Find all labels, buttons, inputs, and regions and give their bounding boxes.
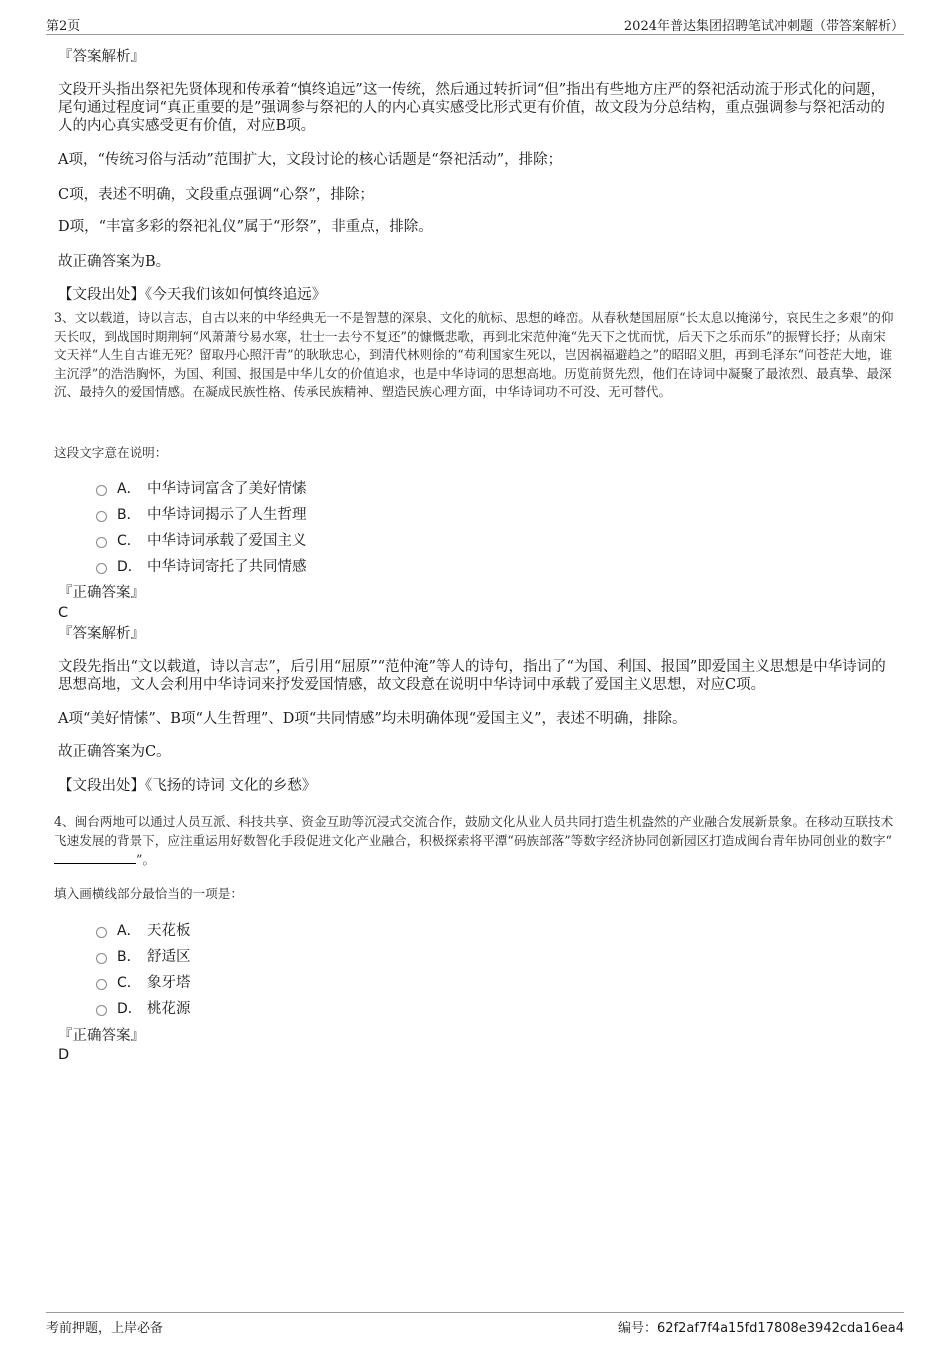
radio-icon[interactable] (96, 537, 107, 548)
radio-icon[interactable] (96, 927, 107, 938)
q3-analysis-text: 文段先指出“文以载道，诗以言志”，后引用“屈原”“范仲淹”等人的诗句，指出了“为国、利国、报国”即爱国主义思想是中华诗词的思想高地，文人会利用中华诗词来抒发爱国情感，故文段意在说明中华诗词中承载了爱国主义思想，对应C项。 (58, 659, 886, 693)
q2-source: 【文段出处】《今天我们该如何慎终追远》 (58, 287, 327, 303)
document-title: 2024年普达集团招聘笔试冲刺题（带答案解析） (623, 19, 904, 34)
q3-analysis-label: 『答案解析』 (58, 626, 145, 642)
q3-source: 【文段出处】《飞扬的诗词 文化的乡愁》 (58, 778, 317, 794)
page-number: 第2页 (46, 19, 81, 34)
q4-answer-label: 『正确答案』 (58, 1028, 145, 1044)
radio-icon[interactable] (96, 563, 107, 574)
q2-d-note: D项，“丰富多彩的祭祀礼仪”属于“形祭”，非重点，排除。 (58, 219, 433, 235)
q3-option-d[interactable]: D． 中华诗词寄托了共同情感 (96, 558, 307, 576)
q4-stem: 4、闽台两地可以通过人员互派、科技共享、资金互助等沉浸式交流合作，鼓励文化从业人员共同打造生机盎然的产业融合发展新景象。在移动互联技术飞速发展的背景下，应注重运用好数智化手段促进文化产业融合，积极探索将平潭“码族部落”等数字经济协同创新园区打造成闽台青年协同创业的数字“”。 (54, 814, 894, 867)
fill-blank (54, 850, 136, 864)
q4-answer: D (58, 1047, 70, 1063)
page-header (46, 14, 904, 35)
q2-analysis-label: 『答案解析』 (58, 49, 145, 65)
radio-icon[interactable] (96, 511, 107, 522)
q4-question: 填入画横线部分最恰当的一项是： (54, 886, 243, 901)
q3-option-c[interactable]: C． 中华诗词承载了爱国主义 (96, 532, 307, 550)
radio-icon[interactable] (96, 953, 107, 964)
q2-conclusion: 故正确答案为B。 (58, 254, 171, 270)
radio-icon[interactable] (96, 1005, 107, 1016)
q3-note: A项“美好情愫”、B项“人生哲理”、D项“共同情感”均未明确体现“爱国主义”，表述不明确，排除。 (58, 711, 687, 727)
q4-option-d[interactable]: D． 桃花源 (96, 1000, 191, 1018)
q3-option-a[interactable]: A． 中华诗词富含了美好情愫 (96, 480, 307, 498)
q4-option-a[interactable]: A． 天花板 (96, 922, 191, 940)
q3-question: 这段文字意在说明： (54, 445, 168, 460)
page-footer (46, 1312, 904, 1337)
radio-icon[interactable] (96, 979, 107, 990)
q3-stem: 3、文以载道，诗以言志，自古以来的中华经典无一不是智慧的深泉、文化的航标、思想的峰峦。从春秋楚国屈原“长太息以掩涕兮，哀民生之多艰”的仰天长叹，到战国时期荆轲“风萧萧兮易水寒，壮士一去兮不复还”的慷慨悲歌，再到北宋范仲淹“先天下之忧而忧，后天下之乐而乐”的振臂长抒；从南宋文天祥“人生自古谁无死？留取丹心照汗青”的耿耿忠心，到清代林则徐的“苟利国家生死以，岂因祸福避趋之”的昭昭义胆，再到毛泽东“问苍茫大地，谁主沉浮”的浩浩胸怀，为国、利国、报国是中华儿女的价值追求，也是中华诗词的思想高地。历览前贤先烈，他们在诗词中凝聚了最浓烈、最真挚、最深沉、最持久的爱国情感。在凝成民族性格、传承民族精神、塑造民族心理方面，中华诗词功不可没、无可替代。 (54, 310, 894, 399)
document-code: 编号：62f2af7f4a15fd17808e3942cda16ea4 (618, 1321, 904, 1336)
q3-conclusion: 故正确答案为C。 (58, 744, 171, 760)
footer-slogan: 考前押题，上岸必备 (46, 1321, 164, 1336)
q4-option-c[interactable]: C． 象牙塔 (96, 974, 191, 992)
q3-option-b[interactable]: B． 中华诗词揭示了人生哲理 (96, 506, 307, 524)
radio-icon[interactable] (96, 485, 107, 496)
q2-c-note: C项，表述不明确，文段重点强调“心祭”，排除； (58, 187, 374, 203)
q2-a-note: A项，“传统习俗与活动”范围扩大，文段讨论的核心话题是“祭祀活动”，排除； (58, 152, 563, 168)
q3-answer: C (58, 605, 69, 621)
q2-analysis-text: 文段开头指出祭祀先贤体现和传承着“慎终追远”这一传统，然后通过转折词“但”指出有些地方庄严的祭祀活动流于形式化的问题，尾句通过程度词“真正重要的是”强调参与祭祀的人的内心真实感受比形式更有价值，故文段为分总结构，重点强调参与祭祀活动的人的内心真实感受更有价值，对应B项。 (58, 82, 886, 134)
q3-answer-label: 『正确答案』 (58, 585, 145, 601)
q4-option-b[interactable]: B． 舒适区 (96, 948, 191, 966)
